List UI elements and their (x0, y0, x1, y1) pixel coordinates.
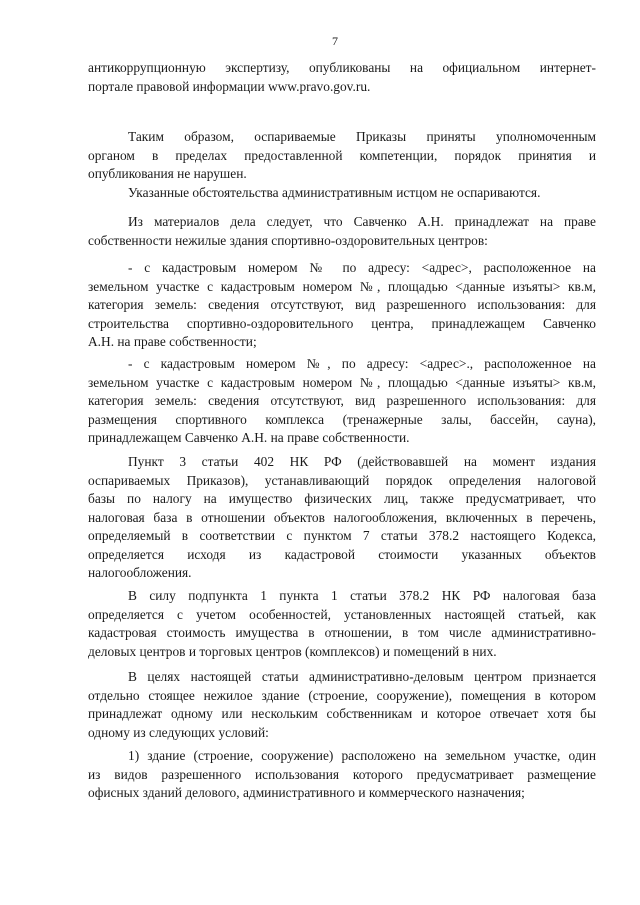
paragraph-article-402 (88, 453, 596, 583)
text-line: - с кадастровым номером №, по адресу: <адрес>., расположенное на (128, 356, 596, 371)
paragraph-not-disputed (88, 184, 596, 203)
paragraph-publication (88, 59, 596, 96)
text-line: опубликования не нарушен. (88, 166, 247, 181)
text-line: деловых центров и торговых центров (комплексов) и помещений в них. (88, 643, 497, 659)
paragraph-building-2 (88, 355, 596, 448)
text-line: Пункт 3 статьи 402 НК РФ (действовавшей на момент издания (128, 454, 596, 469)
paragraph-condition-1 (88, 747, 596, 803)
paragraph-business-center-definition (88, 668, 596, 742)
text-line: из видов разрешенного использования которого предусматривает размещение (88, 766, 596, 782)
paragraph-building-1 (88, 259, 596, 352)
text-line: оспариваемых Приказов), устанавливающий порядок определения налоговой (88, 472, 596, 488)
text-line: базы по налогу на имущество физических лиц, также предусматривает, что (88, 491, 596, 506)
paragraph-conclusion (88, 128, 596, 184)
text-line: одному из следующих условий: (88, 724, 269, 740)
text-line: органом в пределах предоставленной компетенции, порядок принятия и (88, 147, 596, 163)
text-line: категория земель: сведения отсутствуют, вид разрешенного использования: для (88, 393, 596, 408)
text-line: портале правовой информации www.pravo.gov.ru. (88, 78, 371, 94)
text-line: отдельно стоящее нежилое здание (строение, сооружение), помещения в котором (88, 687, 596, 703)
text-line: земельном участке с кадастровым номером №, площадью <данные изъяты> кв.м, (88, 278, 596, 294)
text-line: Из материалов дела следует, что Савченко А.Н. принадлежат на праве (128, 214, 596, 229)
text-line: 1) здание (строение, сооружение) расположено на земельном участке, один (128, 748, 596, 763)
text-line: размещения спортивного комплекса (тренажерные залы, бассейн, сауна), (88, 411, 596, 427)
paragraph-article-378-2 (88, 587, 596, 661)
text-line: налогообложения. (88, 565, 192, 580)
text-line: В силу подпункта 1 пункта 1 статьи 378.2 НК РФ налоговая база (128, 588, 596, 603)
text-line: кадастровая стоимость имущества в отношении, в том числе административно- (88, 625, 596, 640)
text-line: В целях настоящей статьи административно-деловым центром признается (128, 669, 596, 684)
text-line: категория земель: сведения отсутствуют, вид разрешенного использования: для (88, 297, 596, 312)
text-line: А.Н. на праве собственности; (88, 334, 257, 349)
page-number: 7 (332, 34, 338, 48)
text-line: антикоррупционную экспертизу, опубликованы на официальном интернет- (88, 60, 596, 75)
text-line: налоговая база в отношении объектов налогообложения, включенных в перечень, (88, 509, 596, 525)
text-line: - с кадастровым номером № по адресу: <адрес>, расположенное на (128, 260, 596, 275)
text-line: Указанные обстоятельства административным истцом не оспариваются. (128, 185, 541, 200)
text-line: строительства спортивно-оздоровительного центра, принадлежащем Савченко (88, 315, 596, 331)
text-line: определяемый в соответствии с пунктом 7 статьи 378.2 настоящего Кодекса, (88, 528, 596, 543)
text-line: определяется с учетом особенностей, установленных настоящей статьей, как (88, 606, 596, 622)
text-line: собственности нежилые здания спортивно-оздоровительных центров: (88, 232, 488, 248)
paragraph-ownership (88, 213, 596, 250)
text-line: определяется исходя из кадастровой стоимости указанных объектов (88, 546, 596, 562)
text-line: принадлежащем Савченко А.Н. на праве собственности. (88, 430, 410, 445)
text-line: Таким образом, оспариваемые Приказы приняты уполномоченным (128, 129, 596, 144)
text-line: офисных зданий делового, административного и коммерческого назначения; (88, 785, 525, 800)
text-line: принадлежат одному или нескольким собственникам и которое отвечает хотя бы (88, 706, 596, 721)
text-line: земельном участке с кадастровым номером №, площадью <данные изъяты> кв.м, (88, 374, 596, 390)
